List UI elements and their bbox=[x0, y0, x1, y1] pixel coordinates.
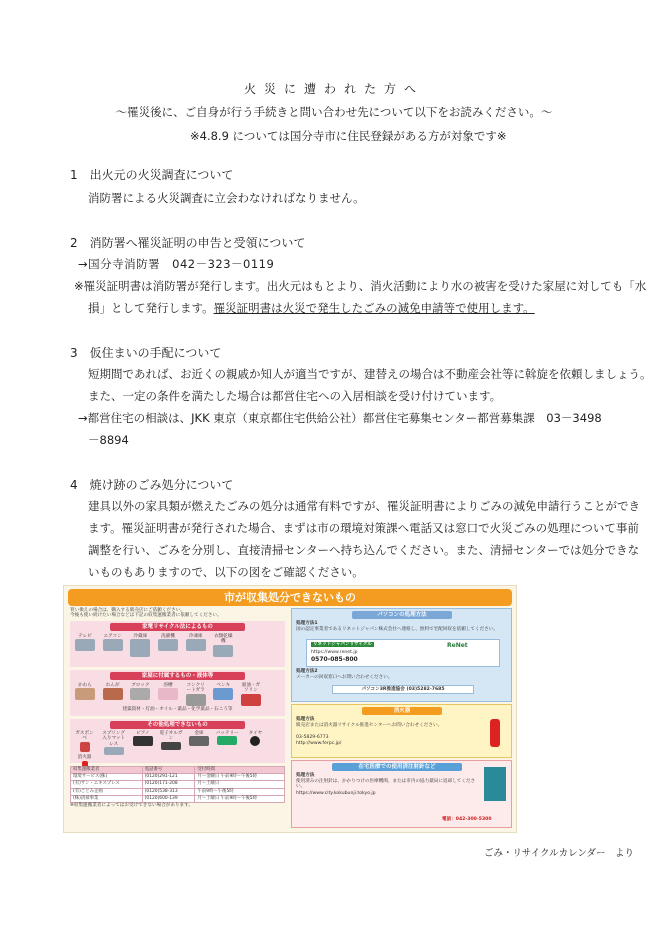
table-header-cell: 電話番号 bbox=[142, 767, 195, 774]
section-4-heading: 4 焼け跡のごみ処分について bbox=[70, 478, 234, 492]
table-cell: 午前9時～午後5時 bbox=[195, 788, 285, 795]
table-row bbox=[71, 781, 285, 788]
tire-icon bbox=[250, 736, 260, 746]
guide-banner: 市が収集処分できないもの bbox=[68, 589, 512, 606]
section-1-body: 消防署による火災調査に立会わなければなりません。 bbox=[88, 191, 365, 205]
table-cell: (0120)171-208 bbox=[142, 781, 195, 788]
fire-station-contact: →国分寺消防署 042－323－0119 bbox=[78, 257, 275, 271]
concrete-icon bbox=[186, 694, 206, 706]
dryer-icon bbox=[213, 645, 233, 657]
guide-intro-line2: 今後も使い続けたい場合などは下記の収集運搬業者に依頼してください。 bbox=[70, 613, 222, 619]
pc-method-2-label: 処理方法2 bbox=[296, 669, 318, 674]
other-item-label: タイヤ bbox=[248, 731, 263, 736]
table-cell: (0120)291-121 bbox=[142, 774, 195, 781]
other-item-label: ピアノ bbox=[136, 731, 150, 736]
attached-item-label: ブロック bbox=[131, 683, 150, 688]
appliance-label: 冷凍庫 bbox=[188, 634, 203, 639]
table-cell: 月～土曜日 午前9時～午後5時 bbox=[195, 795, 285, 802]
table-cell: (0120)538-313 bbox=[142, 788, 195, 795]
section-4-line1: 建具以外の家具類が燃えたごみの処分は通常有料ですが、罹災証明書によりごみの減免申請行うことができ bbox=[88, 499, 640, 513]
extinguisher-url: http://www.ferpc.jp/ bbox=[296, 741, 342, 746]
roof-tile-icon bbox=[75, 688, 95, 700]
table-cell: (0120)600-139 bbox=[142, 795, 195, 802]
target-note: ※4.8.9 については国分寺市に住民登録がある方が対象です※ bbox=[190, 129, 507, 143]
pharmacy-sign-icon bbox=[484, 767, 506, 801]
refrigerator-icon bbox=[130, 639, 150, 657]
table-header-row bbox=[71, 767, 285, 774]
block-icon bbox=[130, 688, 150, 700]
section-3-line1: 短期間であれば、お近くの親戚か知人が適当ですが、建替えの場合は不動産会社等に斡旋を依頼しましょう。 bbox=[88, 367, 652, 381]
attached-item-label: かわら bbox=[78, 683, 92, 688]
renet-url: https://www.renet.jp bbox=[311, 650, 358, 655]
section-2-note: ※罹災証明書は消防署が発行します。出火元はもとより、消火活動により水の被害を受けた家屋に対しても「水 bbox=[74, 279, 647, 293]
table-row bbox=[71, 774, 285, 781]
medical-header: 在宅医療での使用済注射針など bbox=[332, 763, 462, 771]
pc-method-1-label: 処理方法1 bbox=[296, 621, 318, 626]
washing-machine-icon bbox=[158, 639, 178, 651]
freezer-icon bbox=[186, 639, 206, 651]
other-item-label: 電子オルガン bbox=[159, 731, 183, 742]
pc-assoc-phone: (03)5282-7685 bbox=[406, 687, 445, 692]
appliance-label: 衣類乾燥機 bbox=[214, 634, 233, 645]
table-header-cell: 受付時間 bbox=[195, 767, 285, 774]
guide-intro bbox=[70, 608, 285, 619]
appliance-label: 洗濯機 bbox=[161, 634, 175, 639]
section-3-heading: 3 仮住まいの手配について bbox=[70, 346, 222, 360]
recycle-law-section bbox=[70, 621, 285, 667]
pc-disposal-section bbox=[291, 608, 512, 702]
attached-item-label: れんが bbox=[105, 683, 120, 688]
attached-item-label: 廃油・ガソリン bbox=[241, 683, 261, 694]
other-item-label: ガスボンベ bbox=[75, 731, 94, 742]
organ-icon bbox=[161, 742, 181, 750]
extinguisher-text: 販売店または消火器リサイクル推進センターへお問い合わせください。 bbox=[296, 723, 443, 728]
table-header-cell: 収集運搬業者 bbox=[71, 767, 143, 774]
table-cell: 月～土曜日 bbox=[195, 781, 285, 788]
table-cell: (有)ごとみ企画 bbox=[71, 788, 143, 795]
guide-intro-line1: 買い換えの場合は、購入する販売店にご依頼ください。 bbox=[70, 608, 185, 613]
other-item-label: 金庫 bbox=[194, 731, 204, 736]
section-1-heading: 1 出火元の火災調査について bbox=[70, 168, 234, 182]
renet-box bbox=[306, 639, 500, 667]
section-4-line2: ます。罹災証明書が発行された場合、まずは市の環境対策課へ電話又は窓口で火災ごみの処理について事前 bbox=[88, 521, 639, 535]
section-3-contact-cont: －8894 bbox=[88, 433, 129, 447]
section-2-note-cont bbox=[88, 300, 535, 316]
pc-assoc-box bbox=[332, 685, 474, 694]
medical-needle-section bbox=[291, 760, 512, 828]
medical-method-label: 処理方法 bbox=[296, 773, 315, 778]
oil-can-icon bbox=[241, 694, 261, 706]
medical-url: https://www.city.kokubunji.tokyo.jp bbox=[296, 791, 376, 796]
other-item-label: スプリング入りマットレス bbox=[102, 731, 126, 747]
other-item-label: バッテリー bbox=[215, 731, 239, 736]
collectors-table bbox=[70, 766, 285, 803]
extinguisher-method-label: 処理方法 bbox=[296, 717, 315, 722]
renet-brand-logo: ReNet bbox=[447, 642, 468, 649]
medical-phone: 電話：042-300-5300 bbox=[442, 817, 492, 822]
other-items-header: その他処理できないもの bbox=[110, 721, 245, 729]
attached-item-label: ペンキ bbox=[216, 683, 231, 688]
table-row bbox=[71, 788, 285, 795]
pc-method-2-text: メーカーの回収窓口へお問い合わせください。 bbox=[296, 675, 393, 680]
piano-icon bbox=[133, 736, 153, 746]
extinguisher-header: 消火器 bbox=[362, 707, 442, 715]
table-note: ※収集運搬業者によってはお受けできない場合があります。 bbox=[70, 803, 193, 808]
attached-items-section bbox=[70, 670, 285, 716]
attached-items-header: 家屋に付属するもの・液体等 bbox=[110, 672, 245, 680]
other-item-label: 消火器 bbox=[77, 755, 92, 761]
gas-cylinder-icon bbox=[80, 742, 90, 752]
attached-item-label: コンクリートガラ bbox=[186, 683, 205, 694]
appliance-label: テレビ bbox=[78, 634, 92, 639]
renet-logo: リネットジャパンリサイクル bbox=[313, 642, 372, 647]
section-3-line2: また、一定の条件を満たした場合は都営住宅への入居相談を受け付けています。 bbox=[88, 389, 502, 403]
waste-guide-image bbox=[63, 585, 517, 833]
renet-phone: 0570-085-800 bbox=[311, 656, 358, 663]
page-subtitle: ～罹災後に、ご自身が行う手続きと問い合わせ先について以下をお読みください。～ bbox=[115, 105, 553, 119]
section-4-line4: いものもありますので、以下の図をご確認ください。 bbox=[88, 565, 364, 579]
fire-extinguisher-icon bbox=[490, 719, 500, 747]
medical-text: 使用済みの注射針は、かかりつけの医療機関、または市内の協力薬局に返却してください。 bbox=[296, 779, 476, 790]
table-row bbox=[71, 795, 285, 802]
pc-header: パソコンの処理方法 bbox=[352, 611, 452, 619]
brick-icon bbox=[103, 688, 123, 700]
section-2-note-b: 損」として発行します。 bbox=[88, 301, 214, 315]
table-cell: 環境サービス(株) bbox=[71, 774, 143, 781]
attached-note: 建築資材・灯油・オイル・薬品・化学薬品・石こう等 bbox=[122, 706, 233, 712]
section-2-note-underlined: 罹災証明書は火災で発生したごみの減免申請等で使用します。 bbox=[213, 301, 535, 315]
bathtub-icon bbox=[158, 688, 178, 700]
paint-can-icon bbox=[213, 688, 233, 700]
page-title: 火災に遭われた方へ bbox=[243, 82, 424, 96]
air-conditioner-icon bbox=[103, 639, 123, 651]
mattress-icon bbox=[104, 747, 124, 755]
table-cell: (有)サン・エキスプレス bbox=[71, 781, 143, 788]
pc-assoc-name: パソコン3R推進協会 bbox=[361, 687, 405, 692]
section-2-heading: 2 消防署へ罹災証明の申告と受領について bbox=[70, 236, 306, 250]
section-3-contact: →都営住宅の相談は、JKK 東京（東京都住宅供給公社）都営住宅募集センター都営募集課 03－3498 bbox=[78, 411, 602, 425]
extinguisher-section bbox=[291, 704, 512, 758]
appliance-label: エアコン bbox=[103, 634, 122, 639]
section-4-line3: 調整を行い、ごみを分別し、直接清掃センターへ持ち込んでください。また、清掃センターでは処分できな bbox=[88, 543, 640, 557]
appliance-label: 冷蔵庫 bbox=[133, 634, 148, 639]
other-items-section bbox=[70, 719, 285, 763]
battery-icon bbox=[217, 736, 237, 745]
recycle-law-header: 家電リサイクル法によるもの bbox=[110, 623, 245, 631]
table-cell: 月～金曜日 午前9時～午後5時 bbox=[195, 774, 285, 781]
source-footer: ごみ・リサイクルカレンダー より bbox=[484, 848, 635, 859]
table-cell: (株)清掃事業 bbox=[71, 795, 143, 802]
attached-item-label: 浴槽 bbox=[163, 683, 173, 688]
pc-method-1-text: 国の認定事業者であるリネットジャパン株式会社へ連絡し、無料で宅配回収を依頼してください。 bbox=[296, 627, 498, 632]
tv-icon bbox=[75, 639, 95, 651]
safe-icon bbox=[189, 736, 209, 746]
extinguisher-phone: 03-5829-6773 bbox=[296, 735, 329, 740]
